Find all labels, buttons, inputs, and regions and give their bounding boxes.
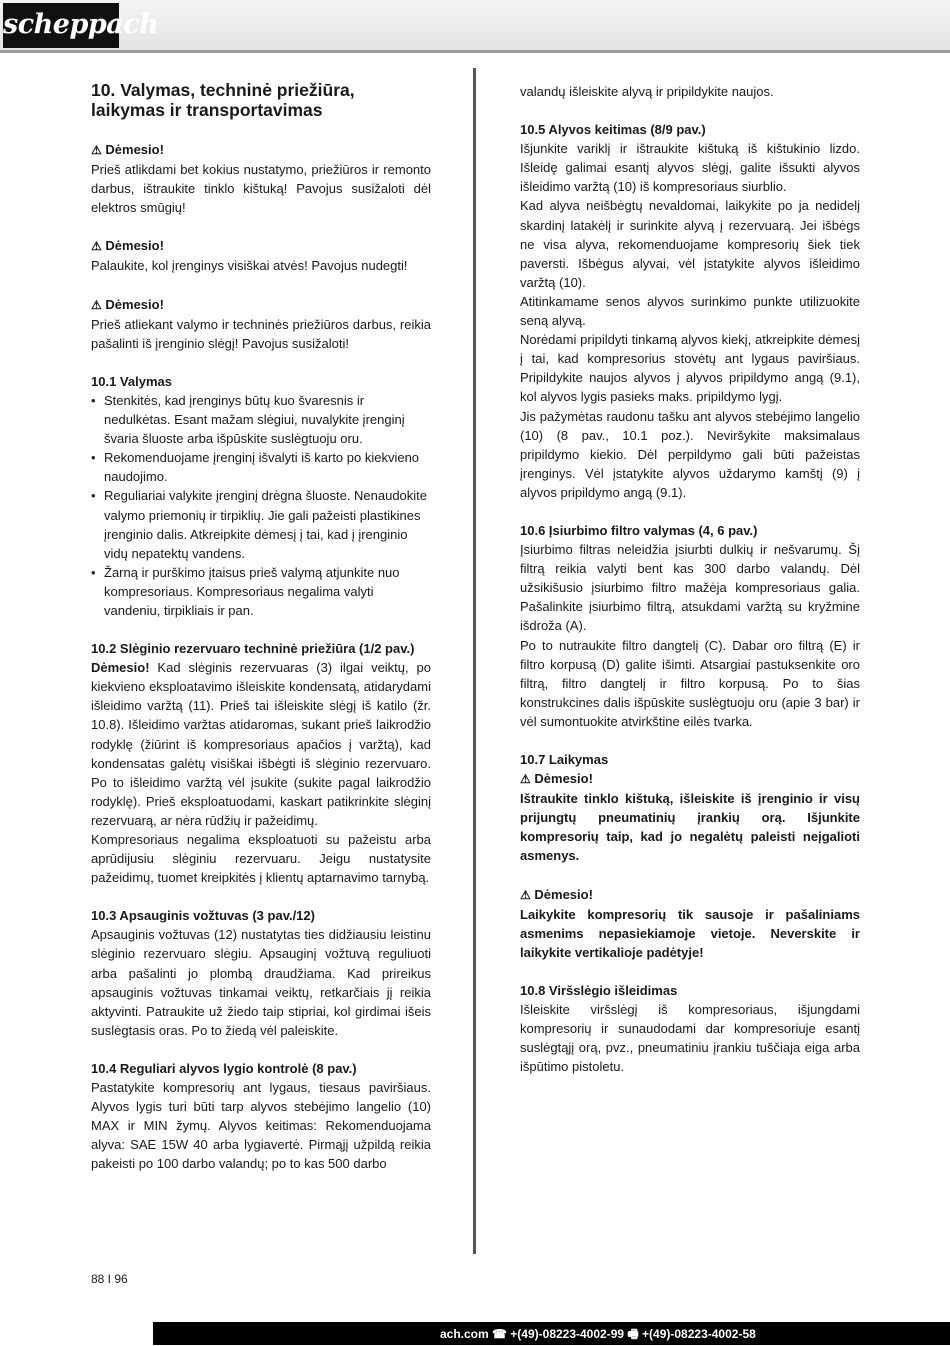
list-item: • Stenkitės, kad įrenginys būtų kuo švaresnis ir nedulkėtas. Esant mažam slėgiui, nuvalykite įrenginį švaria šluoste arba išpūskite suslėgtuoju oru. — [91, 391, 431, 448]
warning-text: Ištraukite tinklo kištuką, išleiskite iš įrenginio ir visų prijungtų pneumatinių įrankių orą. Išjunkite kompresorių taip, kad jo negalėtų paleisti neįgalioti asmenys. — [520, 791, 860, 864]
left-column — [91, 80, 431, 1174]
page-number: 88 I 96 — [91, 1272, 128, 1286]
paragraph: valandų išleiskite alyvą ir pripildykite naujos. — [520, 84, 774, 99]
warning-heading: ⚠ Dėmesio! — [520, 771, 593, 787]
footer-contact: ach.com ☎ +(49)-08223-4002-99 🖷 +(49)-08223-4002-58 — [440, 1327, 756, 1341]
paragraph: Atitinkamame senos alyvos surinkimo punkte utilizuokite seną alyvą. — [520, 293, 860, 329]
section-title: 10.8 Viršslėgio išleidimas — [520, 982, 678, 998]
paragraph: Išjunkite variklį ir ištraukite kištuką iš kištukinio lizdo. Išleidę galimai esantį alyvos slėgį, galite išsukti alyvos išleidimo varžtą (10) iš kompresoriaus siurblio. — [520, 141, 860, 195]
warning-triangle-icon: ⚠ — [520, 887, 531, 902]
warning-heading: ⚠ Dėmesio! — [91, 296, 164, 312]
right-column — [520, 82, 860, 1076]
section-title: 10.6 Įsiurbimo filtro valymas (4, 6 pav.) — [520, 522, 758, 538]
warning-text: Prieš atliekant valymo ir techninės priežiūros darbus, reikia pašalinti iš įrenginio slėgį! Pavojus susižaloti! — [91, 316, 431, 351]
paragraph: Kad alyva neišbėgtų nevaldomai, laikykite po ja nedidelį skardinį latakėlį ir surinkite alyvą į rezervuarą. Jei išbėgs ne visa alyva, rekomenduojame kompresorių šiek tiek paversti. Išbėgus alyvai, vėl įstatykite alyvos išleidimo varžtą (10). — [520, 198, 860, 290]
warning-text: Laikykite kompresorių tik sausoje ir pašaliniams asmenims nepasiekiamoje vietoje. Neverskite ir laikykite vertikalioje padėtyje! — [520, 906, 860, 960]
warning-heading: ⚠ Dėmesio! — [91, 142, 164, 157]
page-header — [0, 0, 950, 50]
paragraph: Išleiskite viršslėgį iš kompresoriaus, išjungdami kompresorių ir sunaudodami dar kompresoriuje esantį suslėgtąjį orą, pvz., pneumatiniu įrankiu tuščiaja eiga arba išpūtimo pistoletu. — [520, 1002, 860, 1075]
paragraph: Kompresoriaus negalima eksploatuoti su pažeistu arba aprūdijusiu slėginiu rezervuaru. Jeigu nustatysite pažeidimų, tuomet kreipkitės į klientų aptarnavimo tarnybą. — [91, 832, 431, 886]
warning-triangle-icon: ⚠ — [91, 239, 102, 254]
section-title: 10.4 Reguliari alyvos lygio kontrolė (8 pav.) — [91, 1060, 357, 1076]
section-title: 10.1 Valymas — [91, 373, 172, 389]
paragraph: Po to nutraukite filtro dangtelį (C). Dabar oro filtrą (E) ir filtro korpusą (D) galite išimti. Atsargiai pastuksenkite oro filtrą, filtro dangtelį ir filtro korpusą. Po to šias konstrukcines dalis išpūskite suslėgtuoju oru (apie 3 bar) ir vėl sumontuokite atvirkštine eilės tvarka. — [520, 637, 860, 729]
paragraph: Norėdami pripildyti tinkamą alyvos kiekį, atkreipkite dėmesį į tai, kad kompresorius stovėtų ant lygaus paviršiaus. Pripildykite naujos alyvos į alyvos pripildymo angą (9.1), kol alyvos lygis pasieks maks. pripildymo lygį. — [520, 332, 860, 405]
warning-triangle-icon: ⚠ — [91, 143, 102, 157]
section-title: 10.5 Alyvos keitimas (8/9 pav.) — [520, 122, 706, 138]
paragraph: Dėmesio! Kad slėginis rezervuaras (3) ilgai veiktų, po kiekvieno eksploatavimo išleiskite kondensatą, atidarydami išleidimo varžtą (11). Prieš tai išleiskite slėgį iš katilo (žr. 10.8). Išleidimo varžtas atidaromas, sukant prieš laikrodžio rodyklę (žiūrint iš kompresoriaus apačios į varžtą), kad kondensatas galėtų visiškai išbėgti iš slėginio rezervuaro. Po to išleidimo varžtą vėl įsukite (sukite pagal laikrodžio rodyklę). Prieš eksploatuodami, kaskart patikrinkite slėginį rezervuarą, ar nėra rūdžių ir pažeidimų. — [91, 660, 431, 828]
paragraph: Apsauginis vožtuvas (12) nustatytas ties didžiausiu leistinu slėginio rezervuaro slėgiu. Apsauginį vožtuvą reguliuoti arba pašalinti jo plombą draudžiama. Kad prireikus apsauginis vožtuvas tinkamai veiktų, retkarčiais jį reikia aktyvinti. Patraukite už žiedo taip stipriai, kol girdimai išeis suslėgtasis oras. Po to žiedą vėl paleiskite. — [91, 927, 431, 1038]
header-rule — [0, 50, 950, 53]
warning-triangle-icon: ⚠ — [91, 297, 102, 312]
paragraph: Pastatykite kompresorių ant lygaus, tiesaus paviršiaus. Alyvos lygis turi būti tarp alyvos stebėjimo langelio (10) MAX ir MIN žymų. Alyvos keitimas: Rekomenduojama alyva: SAE 15W 40 arba lygiavertė. Pirmąjį užpildą reikia pakeisti po 100 darbo valandų; po to kas 500 darbo — [91, 1080, 431, 1172]
section-title: 10.7 Laikymas — [520, 752, 609, 767]
list-item: • Žarną ir purškimo įtaisus prieš valymą atjunkite nuo kompresoriaus. Kompresoriaus negalima valyti vandeniu, tirpikliais ir pan. — [91, 563, 431, 620]
paragraph: Jis pažymėtas raudonu tašku ant alyvos stebėjimo langelio (10) (8 pav., 10.1 poz.). Neviršykite maksimalaus pripildymo kiekio. Dėl perpildymo gali būti pažeistas įrenginys. Vėl įstatykite alyvos uždarymo kamštį (9) į alyvos pripildymo angą (9.1). — [520, 408, 860, 500]
column-divider — [473, 68, 476, 1254]
list-item: • Rekomenduojame įrenginį išvalyti iš karto po kiekvieno naudojimo. — [91, 448, 431, 486]
warning-text: Palaukite, kol įrenginys visiškai atvės! Pavojus nudegti! — [91, 258, 408, 274]
footer-white-block — [0, 1322, 153, 1345]
brand-logo: scheppach — [3, 3, 119, 48]
warning-heading: ⚠ Dėmesio! — [520, 886, 593, 902]
warning-heading: ⚠ Dėmesio! — [91, 238, 164, 254]
warning-triangle-icon: ⚠ — [520, 772, 531, 787]
bullet-list — [91, 391, 431, 620]
chapter-title: 10. Valymas, techninė priežiūra, laikymas ir transportavimas — [91, 80, 355, 120]
section-title: 10.3 Apsauginis vožtuvas (3 pav./12) — [91, 908, 315, 924]
list-item: • Reguliariai valykite įrenginį drėgna šluoste. Nenaudokite valymo priemonių ir tirpiklių. Jie gali pažeisti plastikines įrenginio dalis. Atkreipkite dėmesį į tai, kad į įrenginio vidų nepatektų vandens. — [91, 486, 431, 562]
paragraph: Įsiurbimo filtras neleidžia įsiurbti dulkių ir nešvarumų. Šį filtrą reikia valyti bent kas 300 darbo valandų. Dėl užsikišusio įsiurbimo filtro mažėja kompresoriaus galia. Pašalinkite įsiurbimo filtrą, atsukdami varžtą su kryžmine išdroža (A). — [520, 542, 860, 634]
page-footer — [0, 1322, 950, 1345]
warning-text: Prieš atlikdami bet kokius nustatymo, priežiūros ir remonto darbus, ištraukite tinklo kištuką! Pavojus susižaloti dėl elektros smūgių! — [91, 162, 431, 216]
section-title: 10.2 Slėginio rezervuaro techninė priežiūra (1/2 pav.) — [91, 641, 415, 657]
